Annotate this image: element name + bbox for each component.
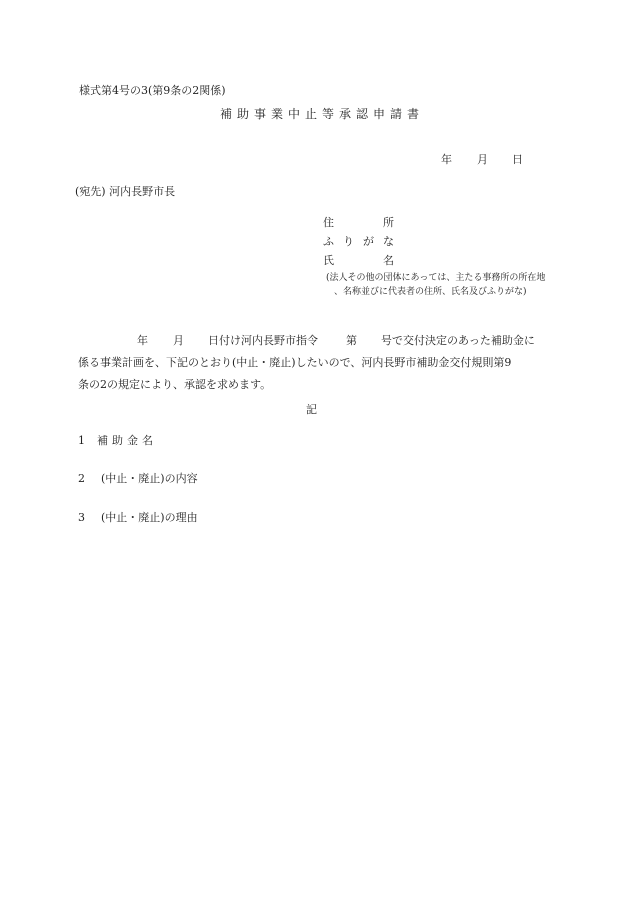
body-text-a: 日付け河内長野市指令 <box>208 334 318 347</box>
addressee: (宛先) 河内長野市長 <box>75 185 176 198</box>
applicant-note-line1: (法人その他の団体にあっては、主たる事務所の所在地 <box>326 273 546 283</box>
address-label-2: 所 <box>383 216 394 229</box>
date-month-label: 月 <box>477 153 488 166</box>
furigana-label-1: ふ <box>323 235 334 248</box>
body-line-2: 係る事業計画を、下記のとおり(中止・廃止)したいので、河内長野市補助金交付規則第9 <box>78 356 512 369</box>
applicant-note-line2: 、名称並びに代表者の住所、氏名及びふりがな) <box>334 287 527 297</box>
item-3-number: 3 <box>78 511 85 524</box>
body-month-label: 月 <box>173 334 184 347</box>
item-1-number: 1 <box>78 434 85 447</box>
body-year-label: 年 <box>137 334 148 347</box>
item-3-label: (中止・廃止)の理由 <box>101 511 198 524</box>
date-day-label: 日 <box>512 153 523 166</box>
ki-heading: 記 <box>306 403 317 416</box>
address-label-1: 住 <box>323 216 334 229</box>
item-2-label: (中止・廃止)の内容 <box>101 472 198 485</box>
item-1-label: 補助金名 <box>97 434 157 447</box>
body-line-3: 条の2の規定により、承認を求めます。 <box>78 378 272 391</box>
name-label-1: 氏 <box>323 254 334 267</box>
item-2-number: 2 <box>78 472 85 485</box>
furigana-label-3: が <box>363 235 374 248</box>
furigana-label-4: な <box>383 235 394 248</box>
name-label-2: 名 <box>383 254 394 267</box>
form-number: 様式第4号の3(第9条の2関係) <box>79 84 226 97</box>
date-year-label: 年 <box>441 153 452 166</box>
body-text-b: 号で交付決定のあった補助金に <box>381 334 535 347</box>
body-number-label: 第 <box>346 334 357 347</box>
furigana-label-2: り <box>343 235 354 248</box>
document-title: 補助事業中止等承認申請書 <box>220 107 425 121</box>
